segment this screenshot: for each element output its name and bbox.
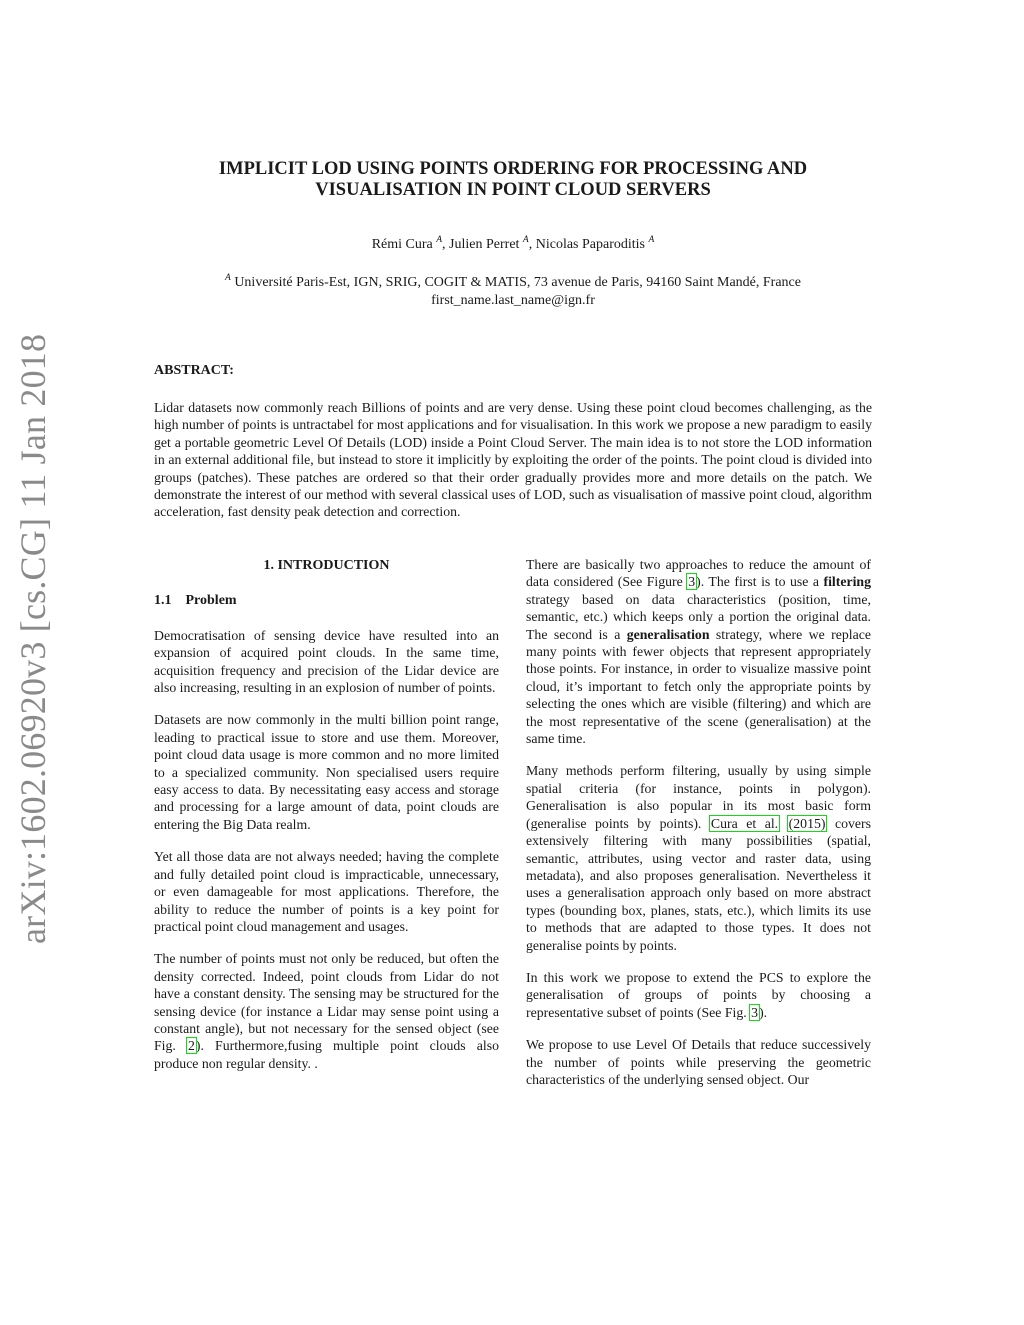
- section-title: 1. INTRODUCTION: [263, 558, 390, 573]
- paragraph-text: covers extensively filtering with many possibilities (spatial, semantic, attributes, using vector and raster data, using metadata), and also proposes generalisation. Nevertheless it uses a generalisation approach only based on more abstract types (bounding box, planes, stats, etc.), which limits its use to methods that are adapted to those types. It does not generalise points by points.: [526, 815, 871, 953]
- paragraph: Yet all those data are not always needed; having the complete and fully detailed point cloud is impracticable, unnecessary, or even damageable for most applications. Therefore, the ability to reduce the number of points is a key point for practical point cloud management and usages.: [154, 849, 499, 934]
- paragraph-text: ).: [759, 1004, 768, 1020]
- citation-author-link[interactable]: Cura et al.: [710, 815, 779, 831]
- author-affil-mark: A: [648, 235, 655, 245]
- title-line-2: VISUALISATION IN POINT CLOUD SERVERS: [315, 180, 711, 200]
- paragraph-text: There are basically two approaches to reduce the amount of data considered (See Figure: [526, 557, 871, 590]
- author-separator: ,: [528, 237, 536, 252]
- author-list: [154, 231, 872, 254]
- figure-ref-link[interactable]: 3: [688, 574, 696, 590]
- paper-title: [154, 159, 872, 201]
- paragraph: We propose to use Level Of Details that reduce successively the number of points while preserving the geometric characteristics of the underlying sensed object. Our: [526, 1037, 871, 1087]
- paragraph-text: strategy based on data characteristics (position, time, semantic, etc.) which keeps only a portion the original data. The second is a: [526, 591, 871, 642]
- left-column: [154, 556, 499, 1087]
- paragraph-text: In this work we propose to extend the PCS to explore the generalisation of groups of points by choosing a representative subset of points (See Fig.: [526, 969, 871, 1020]
- paragraph-text: ). Furthermore,fusing multiple point clouds also produce non regular density. .: [154, 1038, 499, 1071]
- paragraph: Democratisation of sensing device have resulted into an expansion of acquired point clouds. In the same time, acquisition frequency and precision of the Lidar device are also increasing, resulting in an explosion of number of points.: [154, 627, 499, 696]
- paragraph: [526, 762, 871, 953]
- author-name: Julien Perret: [449, 237, 520, 252]
- title-line-1: IMPLICIT LOD USING POINTS ORDERING FOR PROCESSING AND: [218, 159, 808, 179]
- author-affil-mark: A: [436, 235, 443, 245]
- subsection-label: Problem: [185, 593, 237, 609]
- bold-term: generalisation: [626, 626, 710, 642]
- bold-term: filtering: [823, 574, 871, 590]
- figure-ref-link[interactable]: 3: [751, 1004, 759, 1020]
- citation-year-link[interactable]: (2015): [788, 815, 826, 831]
- paragraph: [526, 969, 871, 1021]
- figure-ref-link[interactable]: 2: [187, 1038, 195, 1054]
- affiliation-mark: A: [225, 273, 231, 283]
- author-name: Nicolas Paparoditis: [535, 237, 645, 252]
- paragraph: [526, 556, 871, 747]
- paragraph: [154, 950, 499, 1072]
- author-affil-mark: A: [522, 235, 529, 245]
- arxiv-identifier: arXiv:1602.06920v3 [cs.CG] 11 Jan 2018: [13, 333, 53, 944]
- subsection-number: 1.1: [154, 593, 172, 609]
- paragraph-text: The number of points must not only be reduced, but often the density corrected. Indeed, point clouds from Lidar do not have a constant density. The sensing may be structured for the sensing device (for instance a Lidar may sense point using a constant angle), but not necessary for the sensed object (see Fig.: [154, 951, 499, 1054]
- abstract-text: Lidar datasets now commonly reach Billions of points and are very dense. Using these point cloud becomes challenging, as the high number of points is untractabel for most applications and for visualisation. In this work we propose a new paradigm to easily get a portable geometric Level Of Details (LOD) inside a Point Cloud Server. The main idea is to not store the LOD information in an external additional file, but instead to store it implicitly by exploiting the order of the points. The point cloud is divided into groups (patches). These patches are ordered so that their order gradually provides more and more details on the patch. We demonstrate the interest of our method with several classical uses of LOD, such as visualisation of massive point cloud, algorithm acceleration, fast density peak detection and correction.: [154, 400, 872, 520]
- paragraph-text: ). The first is to use a: [696, 574, 824, 590]
- affiliation-text: Université Paris-Est, IGN, SRIG, COGIT & MATIS, 73 avenue de Paris, 94160 Saint Mandé, France: [234, 275, 801, 290]
- affiliation-block: [154, 269, 872, 310]
- paragraph: Datasets are now commonly in the multi billion point range, leading to practical issue to store and use them. Moreover, point cloud data usage is more common and no more limited to a specialized community. Non specialised users require easy access to data. By necessitating easy access and storage and processing for a large amount of data, point clouds are entering the Big Data realm.: [154, 712, 499, 832]
- author-separator: ,: [442, 237, 450, 252]
- author-name: Rémi Cura: [371, 237, 433, 252]
- paragraph-text: strategy, where we replace many points with fewer objects that represent appropriately those points. For instance, in order to visualize massive point cloud, it’s important to fetch only the appropriate points by selecting the ones which are visible (filtering) and which are the most representative of the scene (generalisation) at the same time.: [526, 626, 871, 747]
- right-column: [526, 556, 871, 1103]
- contact-email: first_name.last_name@ign.fr: [431, 293, 595, 308]
- paragraph-text: Many methods perform filtering, usually by using simple spatial criteria (for instance, points in polygon). Generalisation is also popular in its most basic form (generalise points by points).: [526, 763, 871, 831]
- subsection-title: [154, 592, 499, 609]
- abstract-heading: ABSTRACT:: [154, 363, 234, 378]
